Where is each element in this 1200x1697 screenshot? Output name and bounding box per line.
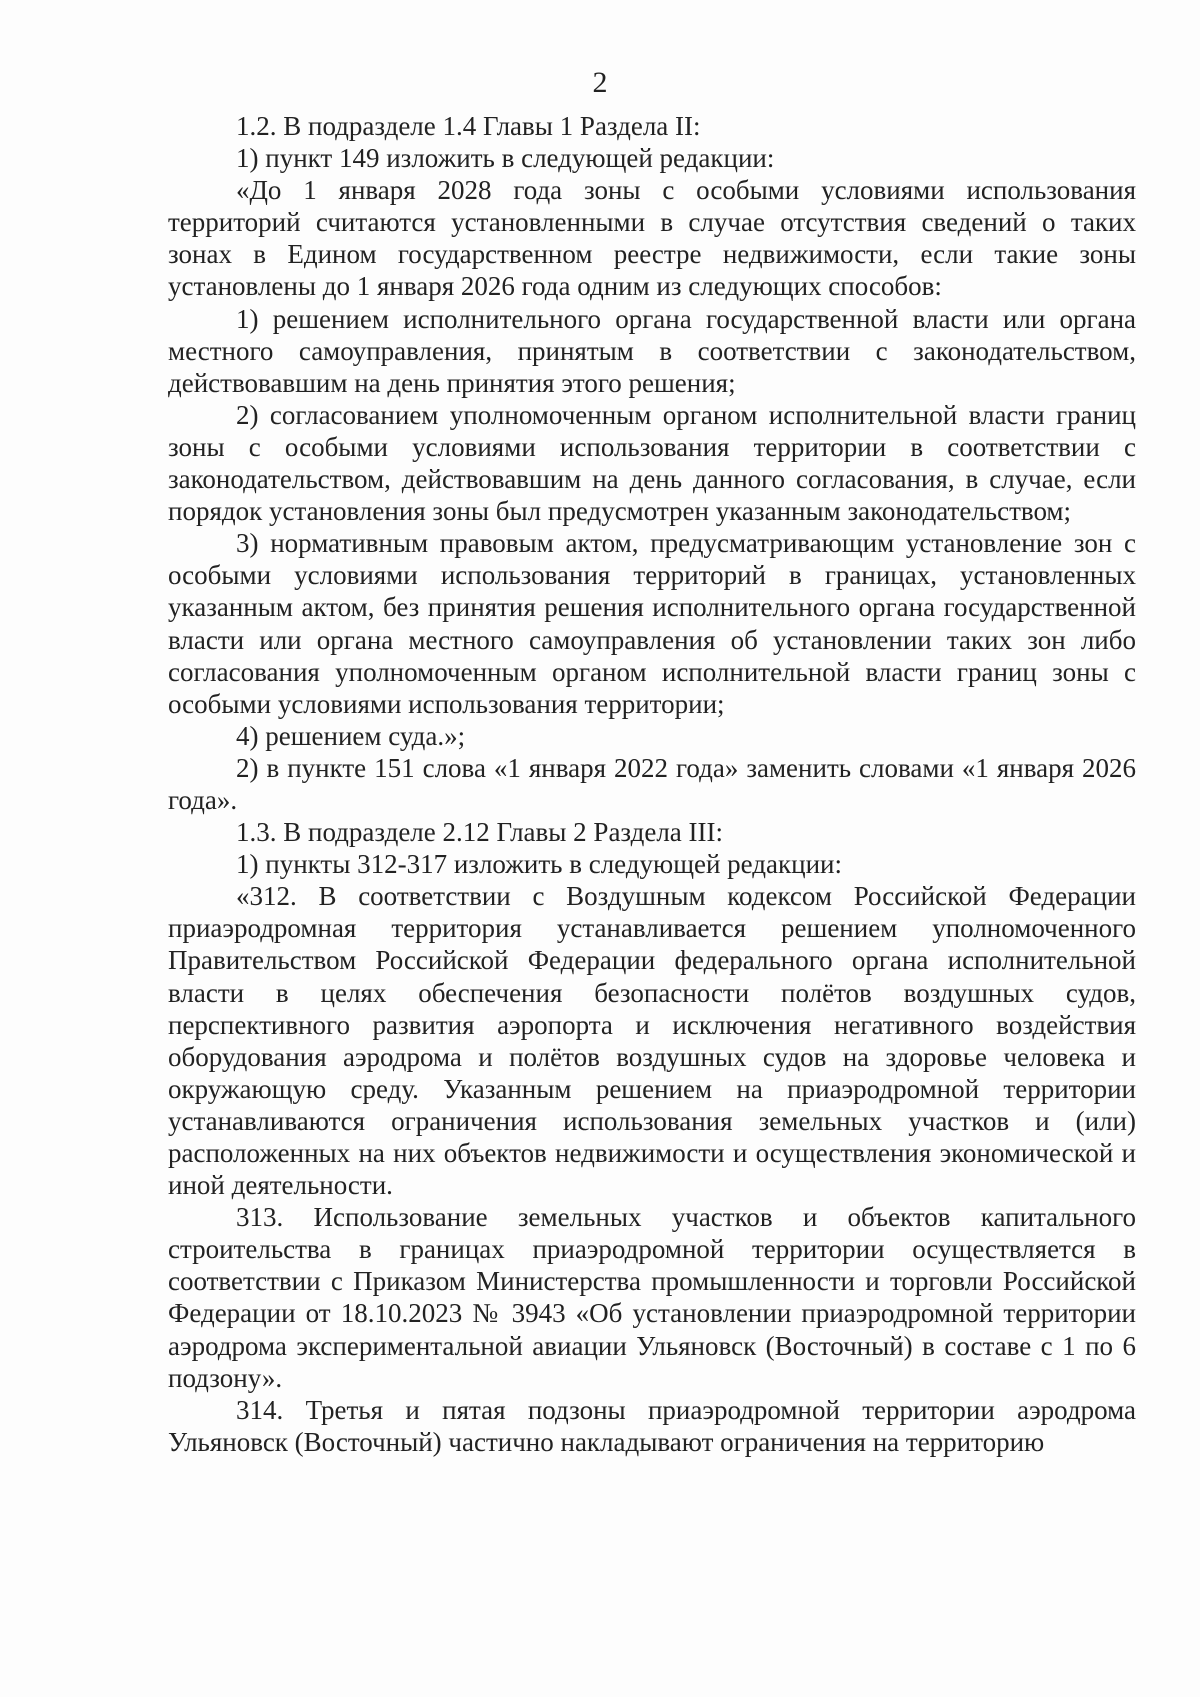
paragraph-method-1: 1) решением исполнительного органа государственной власти или органа местного самоуправления, принятым в соответствии с законодательством, действовавшим на день принятия этого решения;	[168, 303, 1136, 398]
paragraph-method-2: 2) согласованием уполномоченным органом исполнительной власти границ зоны с особыми условиями использования территории в соответствии с законодательством, действовавшим на день данного согласования, в случае, если порядок установления зоны был предусмотрен указанным законодательством;	[168, 399, 1136, 527]
paragraph-point-149-text: «До 1 января 2028 года зоны с особыми условиями использования территорий считаются установленными в случае отсутствия сведений о таких зонах в Едином государственном реестре недвижимости, если такие зоны установлены до 1 января 2026 года одним из следующих способов:	[168, 175, 1136, 302]
paragraph-item-1-point-149: 1) пункт 149 изложить в следующей редакции:	[236, 143, 775, 174]
document-body	[168, 110, 1136, 1458]
page-number: 2	[592, 66, 608, 99]
paragraph-point-312: «312. В соответствии с Воздушным кодексом Российской Федерации приаэродромная территория устанавливается решением уполномоченного Правительством Российской Федерации федерального органа исполнительной власти в целях обеспечения безопасности полётов воздушных судов, перспективного развития аэропорта и исключения негативного воздействия оборудования аэродрома и полётов воздушных судов на здоровье человека и окружающую среду. Указанным решением на приаэродромной территории устанавливаются ограничения использования земельных участков и (или) расположенных на них объектов недвижимости и осуществления экономической и иной деятельности.	[168, 881, 1136, 1201]
paragraph-1-2-heading: 1.2. В подразделе 1.4 Главы 1 Раздела II:	[236, 111, 701, 141]
paragraph-point-313: 313. Использование земельных участков и объектов капитального строительства в границах приаэродромной территории осуществляется в соответствии с Приказом Министерства промышленности и торговли Российской Федерации от 18.10.2023 № 3943 «Об установлении приаэродромной территории аэродрома экспериментальной авиации Ульяновск (Восточный) в составе с 1 по 6 подзону».	[168, 1202, 1136, 1393]
paragraph-item-2-point-151: 2) в пункте 151 слова «1 января 2022 года» заменить словами «1 января 2026 года».	[168, 752, 1136, 815]
paragraph-point-314: 314. Третья и пятая подзоны приаэродромной территории аэродрома Ульяновск (Восточный) частично накладывают ограничения на территорию	[168, 1394, 1136, 1457]
paragraph-item-1-points-312-317: 1) пункты 312-317 изложить в следующей редакции:	[236, 849, 842, 880]
paragraph-method-3: 3) нормативным правовым актом, предусматривающим установление зон с особыми условиями использования территорий в границах, установленных указанным актом, без принятия решения исполнительного органа государственной власти или органа местного самоуправления об установлении таких зон либо согласования уполномоченным органом исполнительной власти границ зоны с особыми условиями использования территории;	[168, 528, 1136, 719]
paragraph-method-4: 4) решением суда.»;	[236, 720, 466, 751]
paragraph-1-3-heading: 1.3. В подразделе 2.12 Главы 2 Раздела III:	[236, 817, 724, 848]
